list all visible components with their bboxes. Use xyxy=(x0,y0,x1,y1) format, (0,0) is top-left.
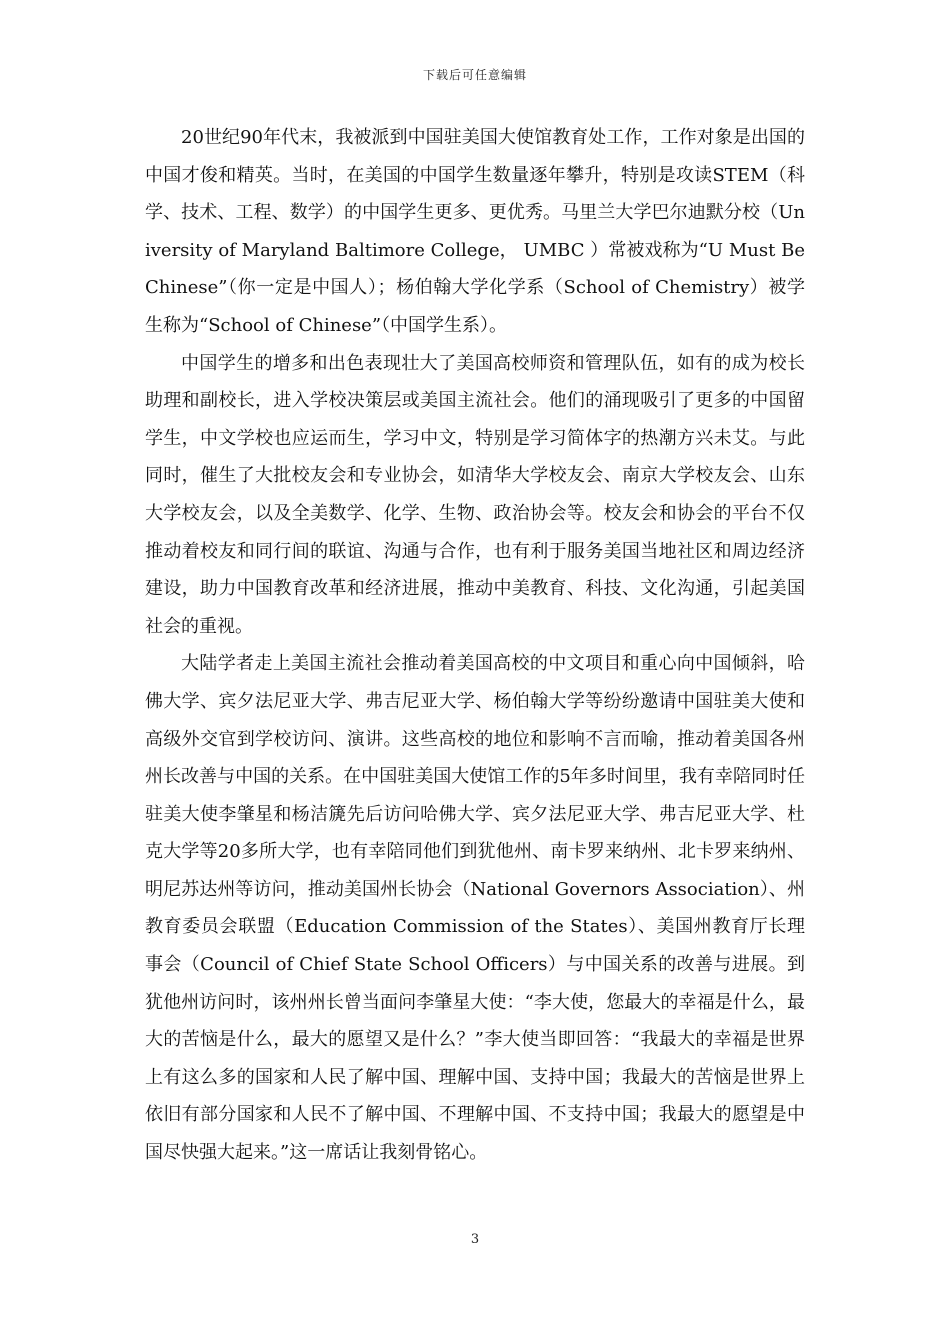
paragraph-3: 大陆学者走上美国主流社会推动着美国高校的中文项目和重心向中国倾斜，哈佛大学、宾夕法尼亚大学、弗吉尼亚大学、杨伯翰大学等纷纷邀请中国驻美大使和高级外交官到学校访问、演讲。这些高校的地位和影响不言而喻，推动着美国各州州长改善与中国的关系。在中国驻美国大使馆工作的5年多时间里，我有幸陪同时任驻美大使李肇星和杨洁篪先后访问哈佛大学、宾夕法尼亚大学、弗吉尼亚大学、杜克大学等20多所大学，也有幸陪同他们到犹他州、南卡罗来纳州、北卡罗来纳州、明尼苏达州等访问，推动美国州长协会（National Governors Association）、州教育委员会联盟（Education Commission of the States）、美国州教育厅长理事会（Council of Chief State School Officers）与中国关系的改善与进展。到犹他州访问时，该州州长曾当面问李肇星大使：“李大使，您最大的幸福是什么，最大的苦恼是什么，最大的愿望又是什么？”李大使当即回答：“我最大的幸福是世界上有这么多的国家和人民了解中国、理解中国、支持中国；我最大的苦恼是世界上依旧有部分国家和人民不了解中国、不理解中国、不支持中国；我最大的愿望是中国尽快强大起来。”这一席话让我刻骨铭心。 xyxy=(145,653,805,1164)
page-number: 3 xyxy=(470,1232,480,1247)
paragraph-1: 20世纪90年代末，我被派到中国驻美国大使馆教育处工作，工作对象是出国的中国才俊和精英。当时，在美国的中国学生数量逐年攀升，特别是攻读STEM（科学、技术、工程、数学）的中国学生更多、更优秀。马里兰大学巴尔迪默分校（University of Maryland Baltimore College， UMBC ）常被戏称为“U Must Be Chinese”（你一定是中国人）；杨伯翰大学化学系（School of Chemistry）被学生称为“School of Chinese”（中国学生系）。 xyxy=(145,127,805,336)
document-body xyxy=(145,119,805,1172)
page-header: 下载后可任意编辑 xyxy=(422,68,527,82)
paragraph-2: 中国学生的增多和出色表现壮大了美国高校师资和管理队伍，如有的成为校长助理和副校长，进入学校决策层或美国主流社会。他们的涌现吸引了更多的中国留学生，中文学校也应运而生，学习中文，特别是学习简体字的热潮方兴未艾。与此同时，催生了大批校友会和专业协会，如清华大学校友会、南京大学校友会、山东大学校友会，以及全美数学、化学、生物、政治协会等。校友会和协会的平台不仅推动着校友和同行间的联谊、沟通与合作，也有利于服务美国当地社区和周边经济建设，助力中国教育改革和经济进展，推动中美教育、科技、文化沟通，引起美国社会的重视。 xyxy=(145,352,805,637)
